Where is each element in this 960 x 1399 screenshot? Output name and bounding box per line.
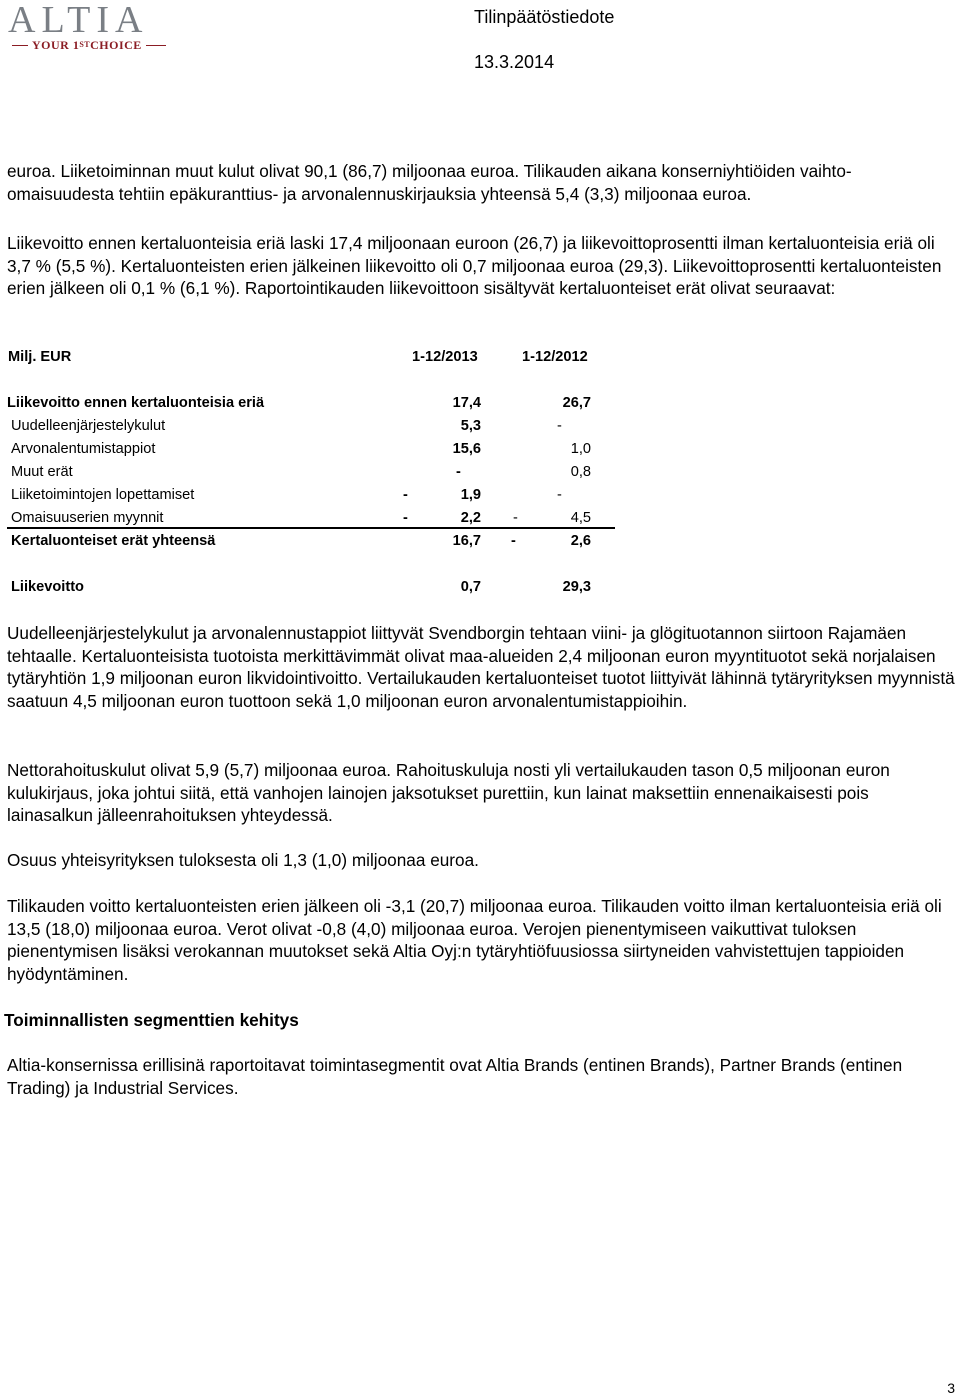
- table-cell-2012-sign: -: [557, 487, 562, 503]
- paragraph-profit-for-period: Tilikauden voitto kertaluonteisten erien jälkeen oli -3,1 (20,7) miljoonaa euroa. Tilikauden voitto ilman kertaluonteisia eriä oli 13,5 (18,0) miljoonaa euroa. Verot olivat -0,8 (4,0) miljoonaa euroa. Verojen pienentymiseen vaikuttivat tuloksen pienentymisen lisäksi verokannan muutokset sekä Altia Oyj:n tytäryhtiöfuusiossa siirtyneiden vahvistettujen tappioiden hyödyntäminen.: [7, 896, 942, 985]
- table-row-label: Uudelleenjärjestelykulut: [11, 418, 166, 434]
- table-cell-2012: 4,5: [570, 510, 591, 526]
- paragraph-operating-profit: Liikevoitto ennen kertaluonteisia eriä laski 17,4 miljoonaan euroon (26,7) ja liikevoittoprosentti ilman kertaluonteisia eriä oli 3,7 % (5,5 %). Kertaluonteisten erien jälkeinen liikevoitto oli 0,7 miljoonaa euroa (29,3). Liikevoittoprosentti kertaluonteisten erien jälkeen oli 0,1 % (6,1 %). Raportointikauden liikevoittoon sisältyvät kertaluonteiset erät olivat seuraavat:: [7, 233, 942, 299]
- logo-wordmark: ALTIA: [8, 0, 149, 41]
- paragraph-financing-costs: Nettorahoituskulut olivat 5,9 (5,7) miljoonaa euroa. Rahoituskuluja nosti yli vertailukauden tason 0,5 miljoonan euron kulukirjaus, joka johtui siitä, että vanhojen lainojen jaksotukset purettiin, kun lainat maksettiin ennenaikaisesti pois lainasalkun jälleenrahoituksen yhteydessä.: [7, 760, 890, 826]
- table-cell-2012: 2,6: [570, 533, 591, 549]
- document-date: 13.3.2014: [474, 52, 555, 72]
- table-row-label: Liikevoitto ennen kertaluonteisia eriä: [7, 395, 265, 411]
- table-cell-2013: 5,3: [460, 418, 481, 434]
- section-heading: Toiminnallisten segmenttien kehitys: [4, 1010, 299, 1030]
- table-cell-2013: 2,2: [460, 510, 481, 526]
- table-cell-2013: 16,7: [452, 533, 481, 549]
- table-col-header-2013: 1-12/2013: [412, 349, 478, 365]
- paragraph-other-expenses: euroa. Liiketoiminnan muut kulut olivat 90,1 (86,7) miljoonaa euroa. Tilikauden aikana konserniyhtiöiden vaihto-omaisuudesta tehtiin epäkuranttius- ja arvonalennuskirjauksia yhteensä 5,4 (3,3) miljoonaa euroa.: [7, 161, 852, 204]
- table-cell-2013: 17,4: [452, 395, 481, 411]
- table-row-label: Liikevoitto: [11, 579, 84, 595]
- table-cell-2012-sign: -: [513, 510, 518, 526]
- logo-tagline-prefix: YOUR 1: [32, 38, 80, 52]
- table-row-label: Muut erät: [11, 464, 73, 480]
- table-cell-2013: 0,7: [460, 579, 481, 595]
- table-row-label: Omaisuuserien myynnit: [11, 510, 164, 526]
- table-cell-2012: 1,0: [570, 441, 591, 457]
- logo-tagline-suffix: CHOICE: [90, 38, 142, 52]
- table-cell-2012: 26,7: [562, 395, 591, 411]
- document-title: Tilinpäätöstiedote: [474, 7, 615, 27]
- table-cell-2012: 0,8: [570, 464, 591, 480]
- table-cell-2013: 1,9: [460, 487, 481, 503]
- paragraph-restructuring: Uudelleenjärjestelykulut ja arvonalennustappiot liittyvät Svendborgin tehtaan viini- ja glögituotannon siirtoon Rajamäen tehtaalle. Kertaluonteisista tuotoista merkittävimmät olivat maa-alueiden 2,4 miljoonan euron myyntituotot sekä norjalaisen tytäryhtiön 1,9 miljoonan euron likvidointivoitto. Vertailukauden kertaluonteiset tuotot liittyivät lähinnä tytäryrityksen myynnistä saatuun 4,5 miljoonan euron tuottoon sekä 1,0 miljoonan euron arvonalentumistappioihin.: [7, 623, 955, 712]
- table-cell-2013-sign: -: [403, 510, 408, 526]
- table-row-label: Liiketoimintojen lopettamiset: [11, 487, 195, 503]
- table-cell-2012: 29,3: [562, 579, 591, 595]
- table-cell-2012-sign: -: [557, 418, 562, 434]
- page-number: 3: [947, 1380, 955, 1396]
- table-cell-2013: -: [456, 464, 461, 480]
- logo-tagline-sup: ST: [79, 40, 91, 49]
- paragraph-segments: Altia-konsernissa erillisinä raportoitavat toimintasegmentit ovat Altia Brands (entinen Brands), Partner Brands (entinen Trading) ja Industrial Services.: [7, 1055, 903, 1098]
- table-cell-2013-sign: -: [403, 487, 408, 503]
- table-cell-2013: 15,6: [452, 441, 481, 457]
- paragraph-joint-venture: Osuus yhteisyrityksen tuloksesta oli 1,3 (1,0) miljoonaa euroa.: [7, 850, 479, 870]
- logo-rule-left: [12, 45, 28, 46]
- table-unit-header: Milj. EUR: [8, 349, 72, 365]
- logo-tagline: [8, 38, 166, 52]
- table-col-header-2012: 1-12/2012: [522, 349, 588, 365]
- table-row-label: Kertaluonteiset erät yhteensä: [11, 533, 216, 549]
- altia-logo: [8, 0, 166, 58]
- table-cell-2012-sign: -: [511, 533, 516, 549]
- table-total-rule: [7, 527, 615, 529]
- logo-rule-right: [146, 45, 166, 46]
- table-row-label: Arvonalentumistappiot: [11, 441, 156, 457]
